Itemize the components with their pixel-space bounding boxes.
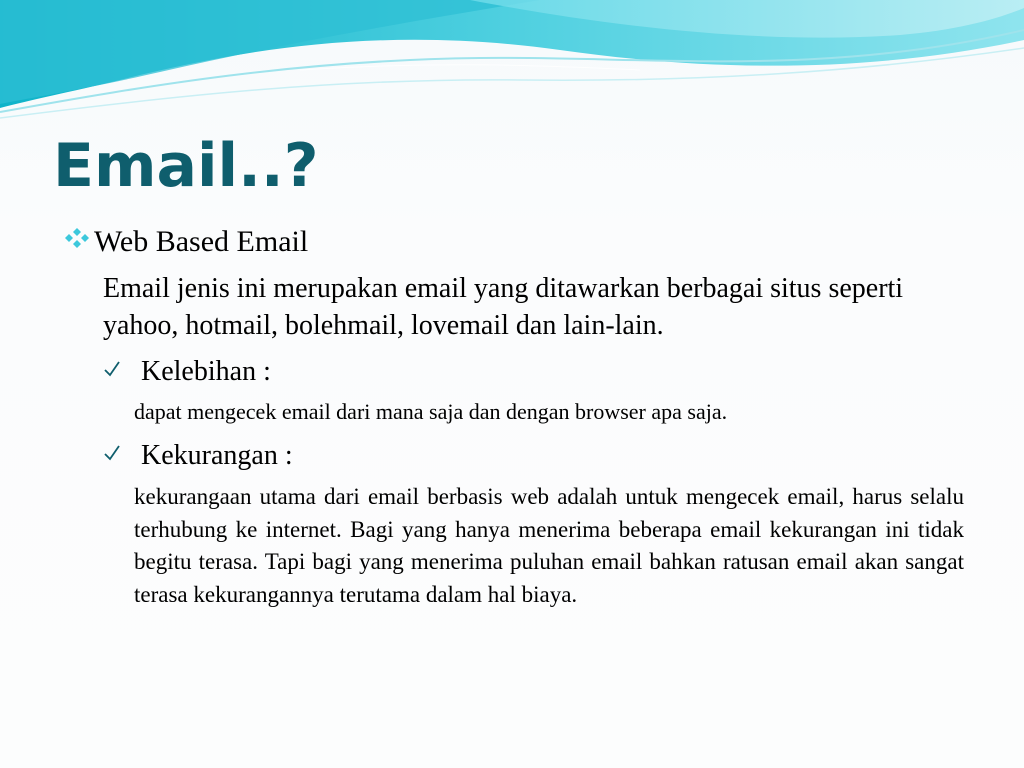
slide-title: Email..? [53, 131, 319, 201]
disadvantages-label: Kekurangan : [141, 440, 293, 471]
disadvantages-text: kekurangaan utama dari email berbasis web adalah untuk mengecek email, harus selalu terhubung ke internet. Bagi yang hanya menerima beberapa email kekurangan ini tidak begitu terasa. Tapi bagi yang menerima puluhan email bahkan ratusan email akan sangat terasa kekurangannya terutama dalam hal biaya. [134, 484, 964, 607]
advantages-label: Kelebihan : [141, 356, 271, 387]
checkmark-icon [103, 444, 121, 462]
disadvantages-item [103, 438, 293, 474]
advantages-text: dapat mengecek email dari mana saja dan dengan browser apa saja. [134, 399, 728, 424]
advantages-item [103, 354, 271, 390]
checkmark-icon [103, 360, 121, 378]
heading-text: Web Based Email [94, 225, 309, 258]
header-wave-decoration [0, 0, 1024, 130]
intro-paragraph: Email jenis ini merupakan email yang ditawarkan berbagai situs seperti yahoo, hotmail, bolehmail, lovemail dan lain-lain. [103, 273, 904, 341]
diamond-bullet-icon [64, 227, 90, 249]
heading-bullet-item [64, 223, 308, 261]
